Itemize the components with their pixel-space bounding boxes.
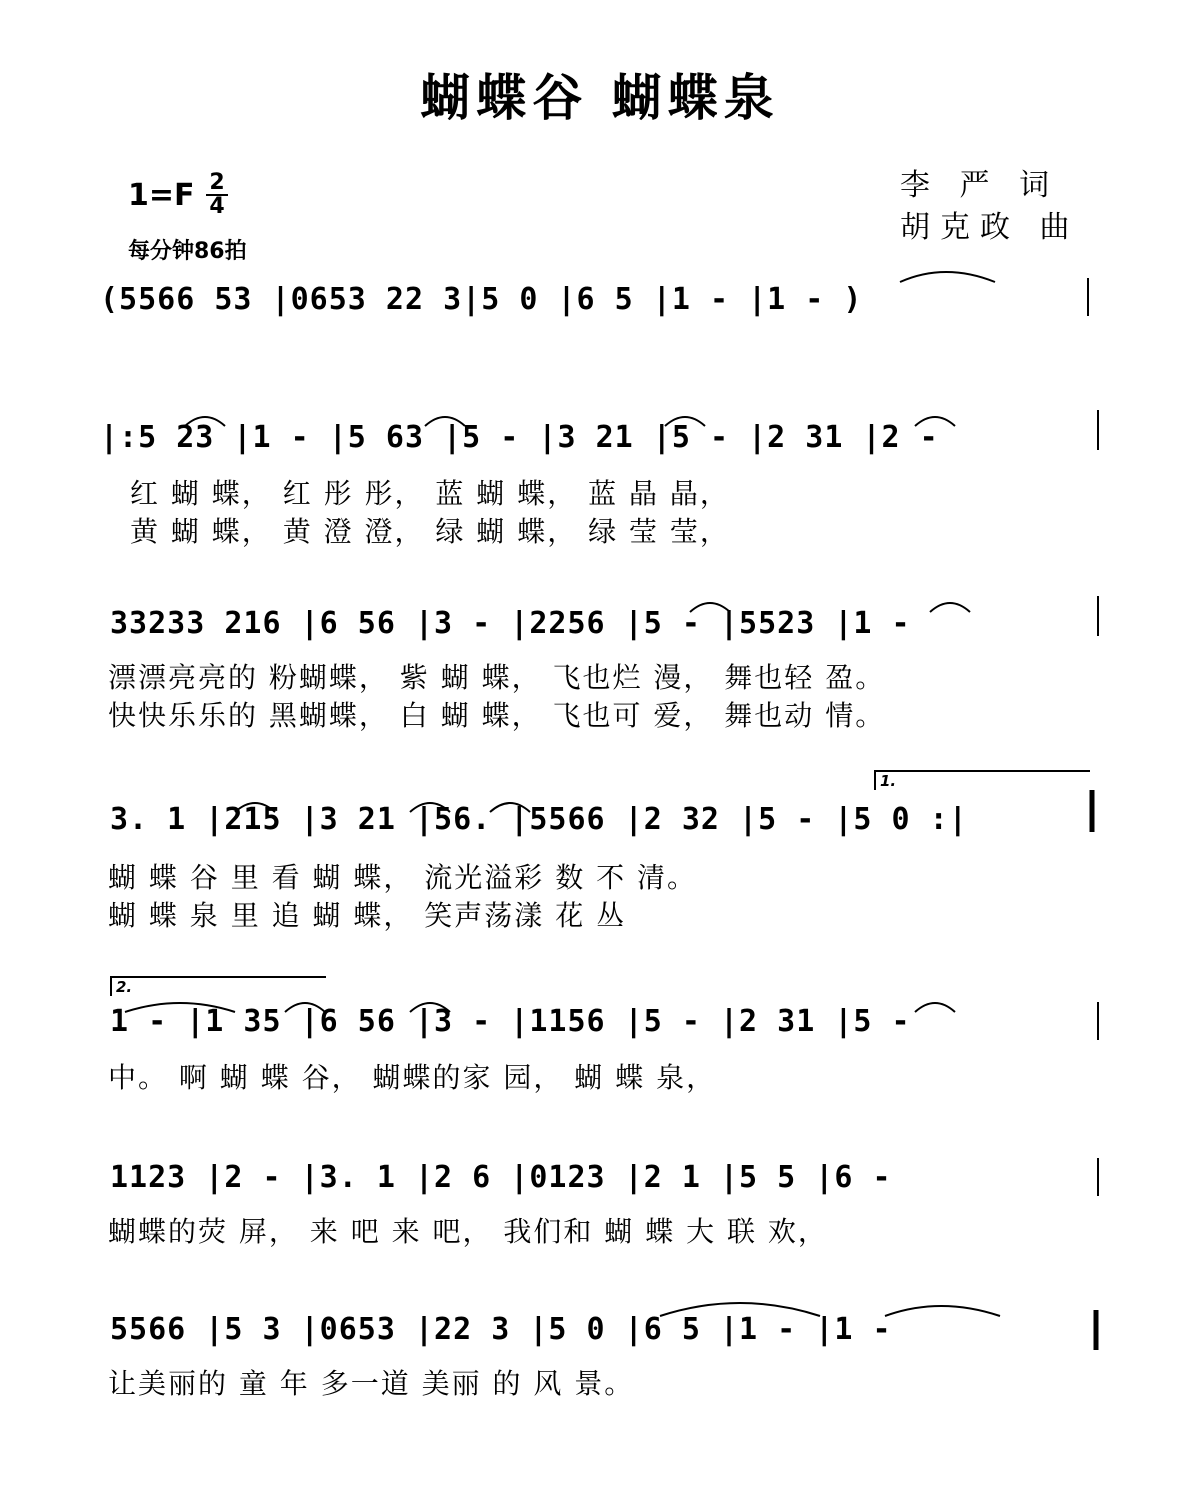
- first-ending-bracket: [874, 770, 1090, 790]
- lyric-line-4-verse-1: 蝴 蝶 谷 里 看 蝴 蝶， 流光溢彩 数 不 清。: [108, 861, 698, 894]
- staff-line-4: 3. 1 |215 |3 21 |56. |5566 |2 32 |5 - |5 0 :|: [110, 802, 968, 837]
- lyric-line-3-verse-2: 快快乐乐的 黑蝴蝶， 白 蝴 蝶， 飞也可 爱， 舞也动 情。: [108, 699, 886, 732]
- time-signature: [206, 172, 228, 218]
- barlines: [1088, 278, 1098, 1196]
- lyric-line-3-verse-1: 漂漂亮亮的 粉蝴蝶， 紫 蝴 蝶， 飞也烂 漫， 舞也轻 盈。: [108, 661, 886, 694]
- lyricist-credit: 李 严 词: [900, 168, 1060, 203]
- staff-line-7: 5566 |5 3 |0653 |22 3 |5 0 |6 5 |1 - |1 -: [110, 1312, 892, 1347]
- lyric-line-5: 中。 啊 蝴 蝶 谷， 蝴蝶的家 园， 蝴 蝶 泉，: [108, 1061, 717, 1094]
- song-title: 蝴蝶谷 蝴蝶泉: [420, 69, 780, 127]
- time-sig-top: 2: [209, 170, 225, 195]
- tempo-marking: 每分钟86拍: [128, 239, 247, 264]
- second-ending-bracket: [110, 976, 326, 996]
- time-sig-bottom: 4: [206, 194, 228, 218]
- lyric-line-2-verse-2: 黄 蝴 蝶， 黄 澄 澄， 绿 蝴 蝶， 绿 莹 莹，: [130, 515, 730, 548]
- final-barlines: [1092, 790, 1096, 1350]
- key-signature: 1=F: [128, 178, 195, 213]
- lyric-line-4-verse-2: 蝴 蝶 泉 里 追 蝴 蝶， 笑声荡漾 花 丛: [108, 899, 627, 932]
- staff-line-1: (5566 53 |0653 22 3|5 0 |6 5 |1 - |1 - ): [100, 282, 863, 317]
- second-ending-number: 2.: [116, 978, 133, 996]
- staff-line-3: 33233 216 |6 56 |3 - |2256 |5 - |5523 |1 -: [110, 606, 911, 641]
- lyric-line-2-verse-1: 红 蝴 蝶， 红 彤 彤， 蓝 蝴 蝶， 蓝 晶 晶，: [130, 477, 730, 510]
- staff-line-6: 1123 |2 - |3. 1 |2 6 |0123 |2 1 |5 5 |6 -: [110, 1160, 892, 1195]
- lyric-line-7: 让美丽的 童 年 多一道 美丽 的 风 景。: [108, 1367, 635, 1400]
- lyric-line-6: 蝴蝶的荧 屏， 来 吧 来 吧， 我们和 蝴 蝶 大 联 欢，: [108, 1215, 828, 1248]
- first-ending-number: 1.: [880, 772, 897, 790]
- staff-line-2: |:5 23 |1 - |5 63 |5 - |3 21 |5 - |2 31 |2 -: [100, 420, 939, 455]
- composer-credit: 胡克政 曲: [900, 210, 1080, 245]
- staff-line-5: 1 - |1 35 |6 56 |3 - |1156 |5 - |2 31 |5 -: [110, 1004, 911, 1039]
